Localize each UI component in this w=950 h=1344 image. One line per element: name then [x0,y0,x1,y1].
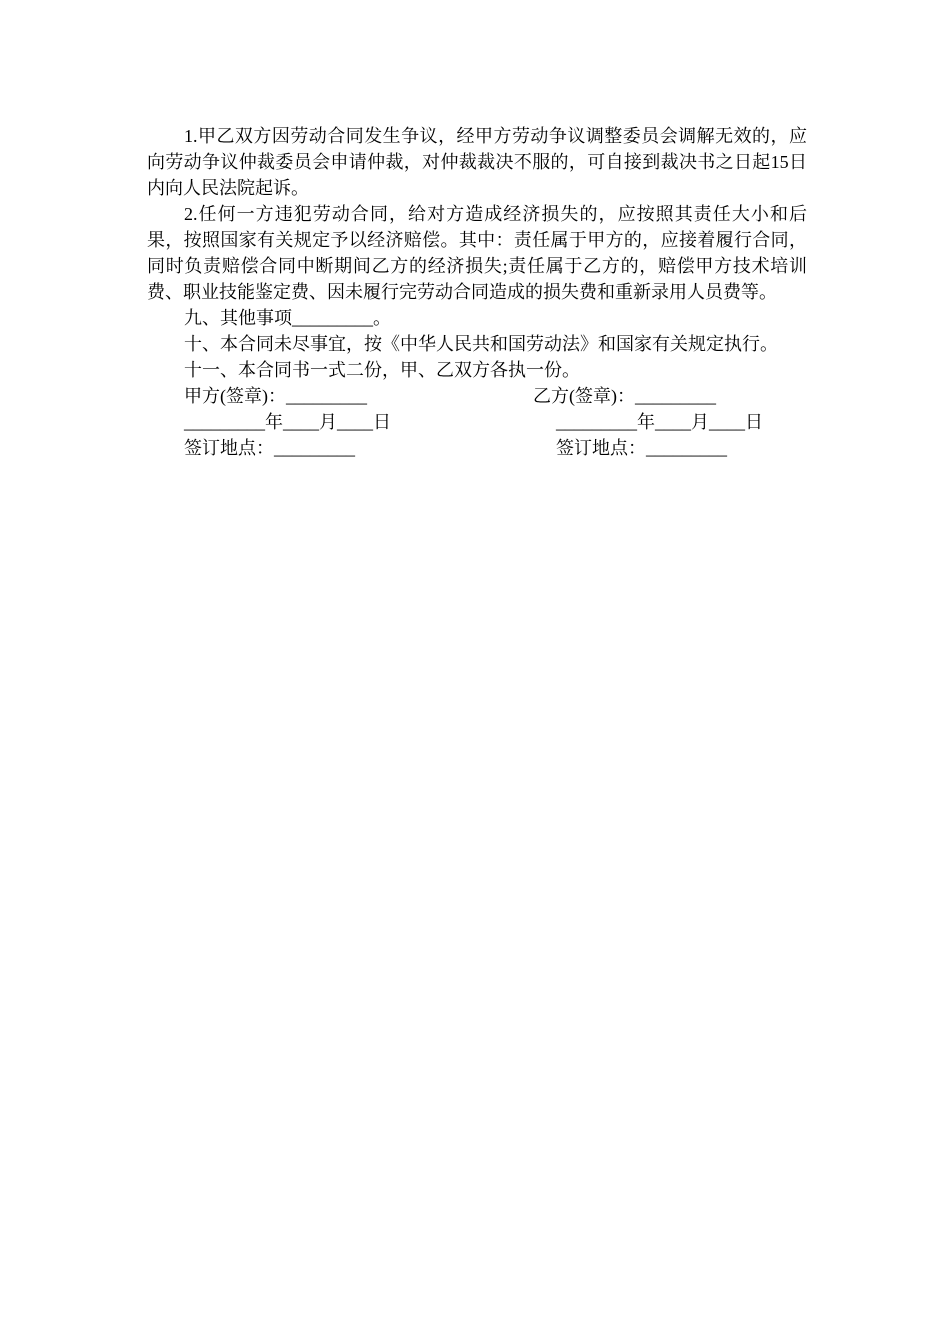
place-row [147,435,807,461]
date-row [147,409,807,435]
party-a-signature-field: 甲方(签章)：_________ [184,386,367,406]
party-b-date-field: _________年____月____日 [556,412,763,432]
party-b-signature-field: 乙方(签章)：_________ [533,386,716,406]
party-a-place-field: 签订地点：_________ [184,438,355,458]
contract-body [147,123,807,461]
clause-unspecified-matters: 十、本合同未尽事宜，按《中华人民共和国劳动法》和国家有关规定执行。 [184,334,778,354]
clause-other-matters: 九、其他事项_________。 [184,308,391,328]
party-a-date-field: _________年____月____日 [184,412,391,432]
clause-copies: 十一、本合同书一式二份，甲、乙双方各执一份。 [184,360,580,380]
signature-row [147,383,807,409]
clause-breach-compensation: 2.任何一方违犯劳动合同，给对方造成经济损失的，应按照其责任大小和后果，按照国家有关规定予以经济赔偿。其中：责任属于甲方的，应接着履行合同，同时负责赔偿合同中断期间乙方的经济损失;责任属于乙方的，赔偿甲方技术培训费、职业技能鉴定费、因未履行完劳动合同造成的损失费和重新录用人员费等。 [147,204,807,302]
party-b-place-field: 签订地点：_________ [556,438,727,458]
clause-dispute-resolution: 1.甲乙双方因劳动合同发生争议，经甲方劳动争议调整委员会调解无效的，应向劳动争议仲裁委员会申请仲裁，对仲裁裁决不服的，可自接到裁决书之日起15日内向人民法院起诉。 [147,126,807,198]
